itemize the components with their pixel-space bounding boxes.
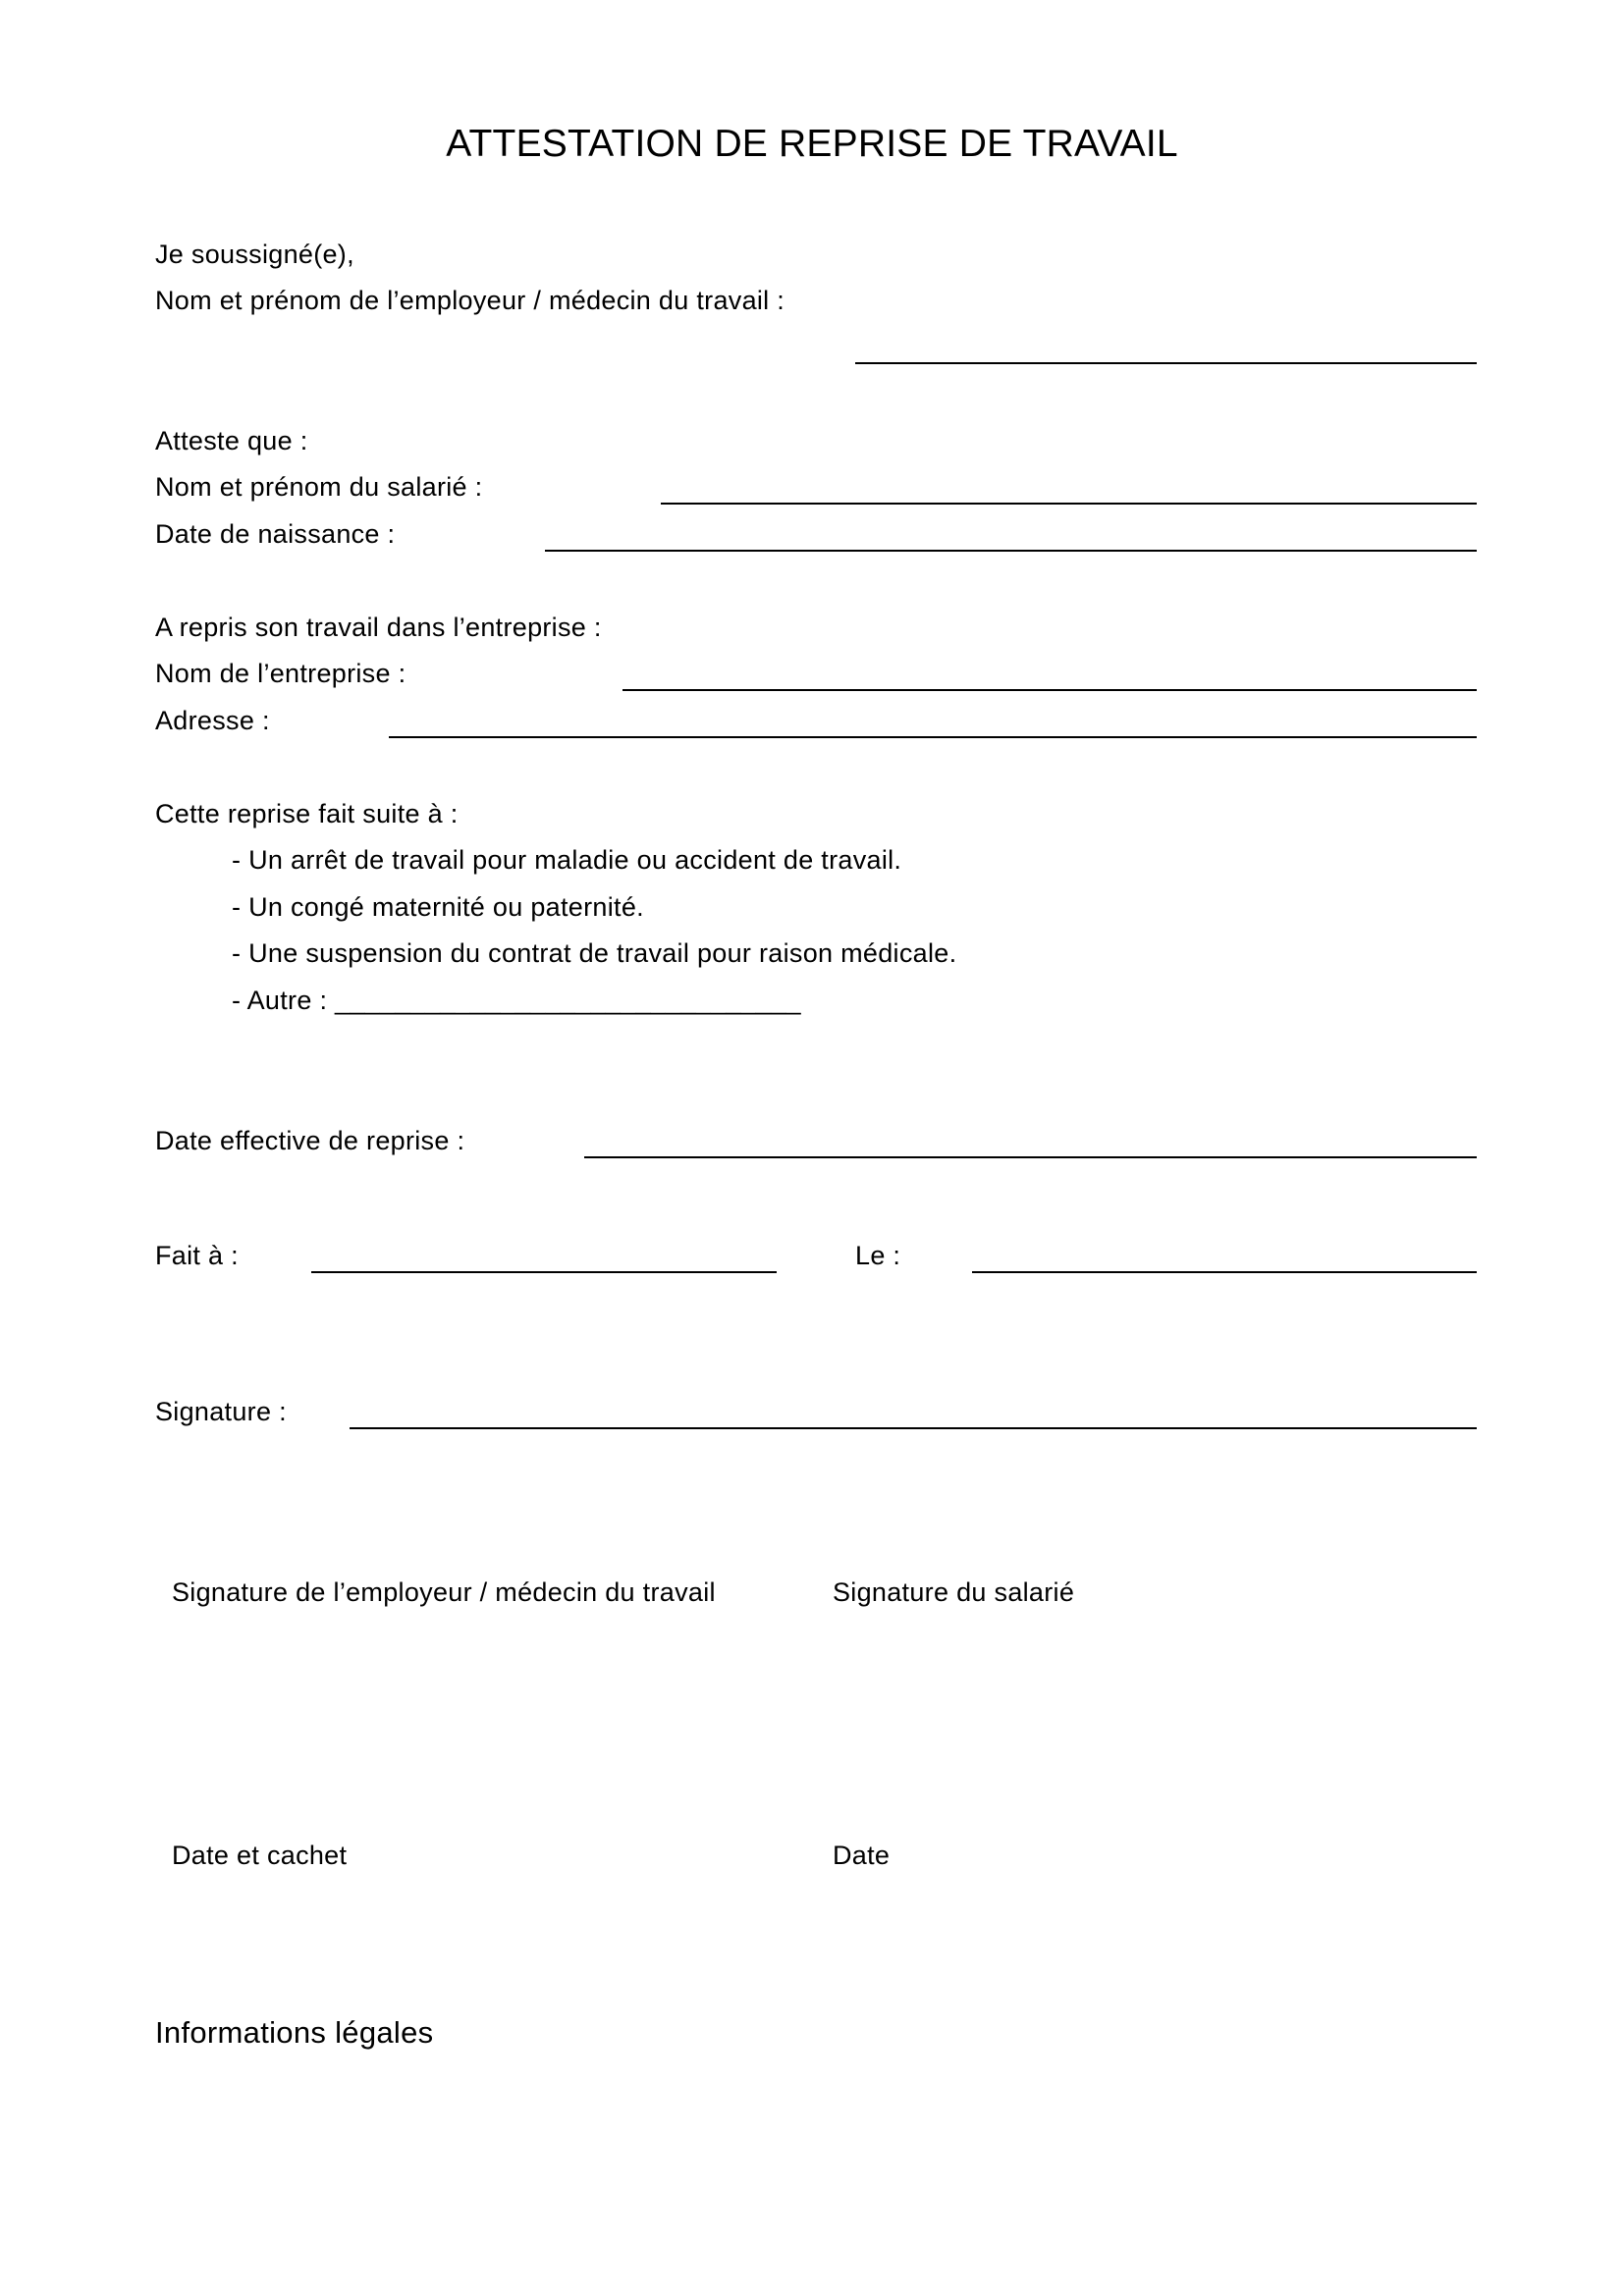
signature-label: Signature : [155,1397,287,1426]
address-label: Adresse : [155,706,270,735]
birth-date-field[interactable] [545,550,1477,552]
employee-signature-label: Signature du salarié [833,1577,1075,1607]
address-field[interactable] [389,736,1477,738]
effective-date-field[interactable] [584,1156,1477,1158]
date-label: Le : [855,1241,901,1270]
company-intro-text: A repris son travail dans l’entreprise : [155,613,602,642]
employer-signature-label: Signature de l’employeur / médecin du travail [172,1577,716,1607]
document-title: ATTESTATION DE REPRISE DE TRAVAIL [446,123,1178,165]
employer-name-field[interactable] [855,362,1477,364]
birth-date-label: Date de naissance : [155,519,396,549]
reason-intro-text: Cette reprise fait suite à : [155,799,459,828]
reason-item-sick-leave: - Un arrêt de travail pour maladie ou accident de travail. [232,845,902,875]
employee-name-field[interactable] [661,503,1477,505]
company-name-field[interactable] [623,689,1477,691]
effective-date-label: Date effective de reprise : [155,1126,465,1155]
reason-item-parental-leave: - Un congé maternité ou paternité. [232,892,644,922]
employer-date-stamp-label: Date et cachet [172,1841,348,1870]
place-label: Fait à : [155,1241,239,1270]
reason-item-other: - Autre : _______________________________ [232,986,801,1015]
employer-name-label: Nom et prénom de l’employeur / médecin du travail : [155,286,785,315]
date-field[interactable] [972,1271,1477,1273]
reason-item-medical-suspension: - Une suspension du contrat de travail pour raison médicale. [232,938,957,968]
intro-text: Je soussigné(e), [155,240,354,269]
atteste-label: Atteste que : [155,426,308,455]
place-field[interactable] [311,1271,777,1273]
signature-field[interactable] [350,1427,1477,1429]
employee-date-label: Date [833,1841,891,1870]
legal-info-heading: Informations légales [155,2015,434,2050]
company-name-label: Nom de l’entreprise : [155,659,406,688]
employee-name-label: Nom et prénom du salarié : [155,472,483,502]
